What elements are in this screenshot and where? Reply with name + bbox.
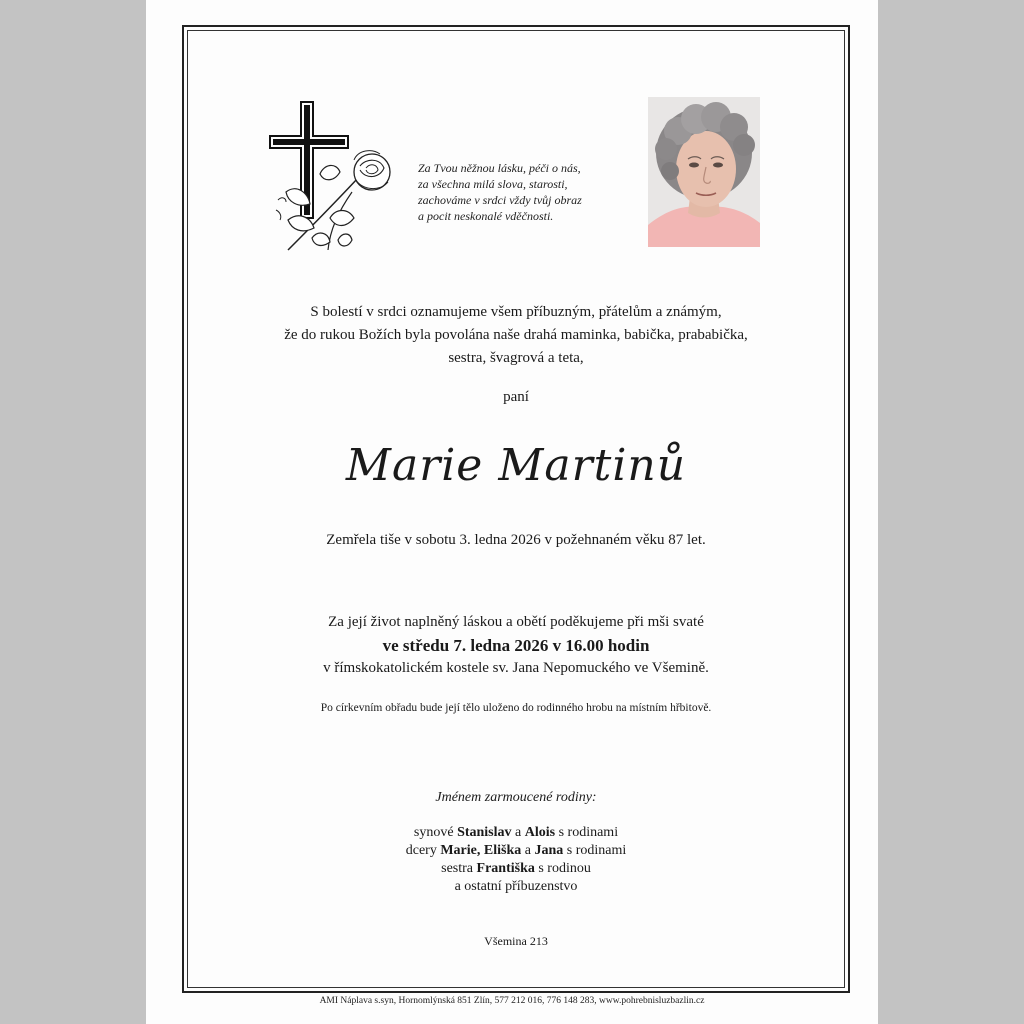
cross-with-rose-icon xyxy=(268,100,400,262)
salutation: paní xyxy=(503,389,529,405)
portrait-photo xyxy=(648,97,760,247)
funeral-mass-info xyxy=(188,611,844,680)
daughter-names: Marie, Eliška xyxy=(440,843,522,858)
family-address: Všemina 213 xyxy=(484,934,548,948)
poem-line: Za Tvou něžnou lásku, péči o nás, xyxy=(418,161,581,175)
poem-line: za všechna milá slova, starosti, xyxy=(418,177,568,191)
poem-line: a pocit neskonalé vděčnosti. xyxy=(418,209,554,223)
mass-location: v římskokatolickém kostele sv. Jana Nepomuckého ve Všemině. xyxy=(323,660,709,676)
poem-line: zachováme v srdci vždy tvůj obraz xyxy=(418,193,582,207)
death-date-line: Zemřela tiše v sobotu 3. ledna 2026 v požehnaném věku 87 let. xyxy=(326,532,706,548)
announcement-intro xyxy=(188,301,844,370)
family-sons: synové Stanislav a Alois s rodinami xyxy=(413,825,619,840)
son-name: Stanislav xyxy=(457,825,512,840)
family-others: a ostatní příbuzenstvo xyxy=(454,879,578,894)
burial-note: Po církevním obřadu bude její tělo uloženo do rodinného hrobu na místním hřbitově. xyxy=(320,702,712,714)
sister-name: Františka xyxy=(476,861,535,876)
poem xyxy=(418,160,638,224)
funeral-service-footer: AMI Náplava s.syn, Hornomlýnská 851 Zlín, 577 212 016, 776 148 283, www.pohrebnisluzbazlin.cz xyxy=(319,996,705,1006)
deceased-name: Marie Martinů xyxy=(345,440,687,491)
son-name: Alois xyxy=(524,825,556,840)
family-sister: sestra Františka s rodinou xyxy=(441,861,591,876)
mass-line-1: Za její život naplněný láskou a obětí poděkujeme při mši svaté xyxy=(328,614,704,630)
intro-line: že do rukou Božích byla povolána naše drahá maminka, babička, prababička, xyxy=(284,327,748,343)
mass-datetime: ve středu 7. ledna 2026 v 16.00 hodin xyxy=(382,636,650,655)
family-heading: Jménem zarmoucené rodiny: xyxy=(435,790,597,805)
daughter-name: Jana xyxy=(534,843,564,858)
family-list xyxy=(188,824,844,896)
intro-line: S bolestí v srdci oznamujeme všem příbuzným, přátelům a známým, xyxy=(310,304,722,320)
intro-line: sestra, švagrová a teta, xyxy=(448,350,584,366)
family-daughters: dcery Marie, Eliška a Jana s rodinami xyxy=(405,843,627,858)
